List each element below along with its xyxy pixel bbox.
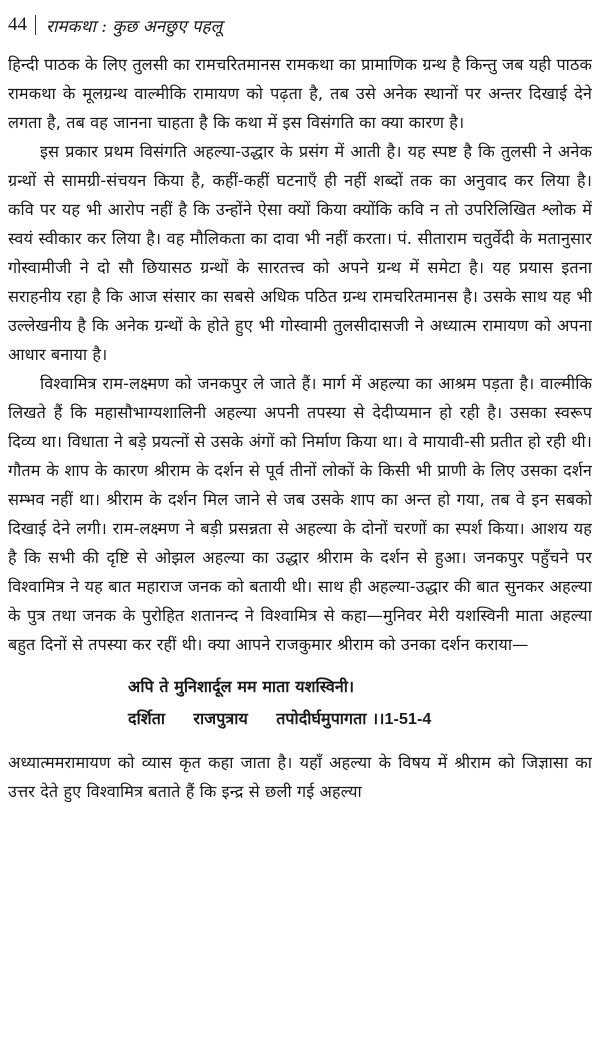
paragraph-vishwamitra: विश्वामित्र राम-लक्ष्मण को जनकपुर ले जाते हैं। मार्ग में अहल्या का आश्रम पड़ता है। वाल्मीकि लिखते हैं कि महासौभाग्यशालिनी अहल्या अपनी तपस्या से देदीप्यमान हो रही है। उसका स्वरूप दिव्य था। विधाता ने बड़े प्रयत्नों से उसके अंगों को निर्माण किया था। वे मायावी-सी प्रतीत हो रही थी। गौतम के शाप के कारण श्रीराम के दर्शन से पूर्व तीनों लोकों के किसी भी प्राणी के लिए उसका दर्शन सम्भव नहीं था। श्रीराम के दर्शन मिल जाने से जब उसके शाप का अन्त हो गया, तब वे इन सबको दिखाई देने लगी। राम-लक्ष्मण ने बड़ी प्रसन्नता से अहल्या के दोनों चरणों का स्पर्श किया। आशय यह है कि सभी की दृष्टि से ओझल अहल्या का उद्धार श्रीराम के दर्शन से हुआ। जनकपुर पहुँचने पर विश्वामित्र ने यह बात महाराज जनक को बतायी थी। साथ ही अहल्या-उद्धार की बात सुनकर अहल्या के पुत्र तथा जनक के पुरोहित शतानन्द ने विश्वामित्र से कहा—मुनिवर मेरी यशस्विनी माता अहल्या बहुत दिनों से तपस्या कर रहीं थी। क्या आपने राजकुमार श्रीराम को उनका दर्शन कराया—	[8, 374, 592, 654]
verse-line-1: अपि ते मुनिशार्दूल मम माता यशस्विनी।	[128, 677, 355, 696]
header-divider	[35, 15, 36, 35]
paragraph-intro: हिन्दी पाठक के लिए तुलसी का रामचरितमानस रामकथा का प्रामाणिक ग्रन्थ है किन्तु जब यही पाठक रामकथा के मूलग्रन्थ वाल्मीकि रामायण को पढ़ता है, तब उसे अनेक स्थानों पर अन्तर दिखाई देने लगता है, तब वह जानना चाहता है कि कथा में इस विसंगति का क्या कारण है।	[8, 55, 592, 132]
sanskrit-verse	[8, 671, 592, 736]
verse-line-2	[128, 703, 592, 736]
page-number: 44	[8, 14, 27, 35]
page-body	[8, 50, 592, 806]
paragraph-ahalya-inconsistency: इस प्रकार प्रथम विसंगति अहल्या-उद्धार के प्रसंग में आती है। यह स्पष्ट है कि तुलसी ने अनेक ग्रन्थों से सामग्री-संचयन किया है, कहीं-कहीं घटनाएँ ही नहीं शब्दों तक का अनुवाद कर लिया है। कवि पर यह भी आरोप नहीं है कि उन्होंने ऐसा क्यों किया क्योंकि कवि न तो उपरिलिखित श्लोक में स्वयं स्वीकार कर लिया है। वह मौलिकता का दावा भी नहीं करता। पं. सीताराम चतुर्वेदी के मतानुसार गोस्वामीजी ने दो सौ छियासठ ग्रन्थों के सारतत्त्व को अपने ग्रन्थ में समेटा है। यह प्रयास इतना सराहनीय रहा है कि आज संसार का सबसे अधिक पठित ग्रन्थ रामचरितमानस है। उसके साथ यह भी उल्लेखनीय है कि अनेक ग्रन्थों के होते हुए भी गोस्वामी तुलसीदासजी ने अध्यात्म रामायण को अपना आधार बनाया है।	[8, 142, 592, 364]
verse-line-2-text: दर्शिता राजपुत्राय तपोदीर्घमुपागता ।	[128, 709, 379, 728]
verse-reference: ।1-51-4	[378, 711, 432, 728]
running-header	[8, 6, 592, 44]
book-title: रामकथा : कुछ अनछुए पहलू	[46, 16, 223, 37]
paragraph-adhyatma-ramayana: अध्यात्ममरामायण को व्यास कृत कहा जाता है। यहाँ अहल्या के विषय में श्रीराम को जिज्ञासा का उत्तर देते हुए विश्वामित्र बताते हैं कि इन्द्र से छली गई अहल्या	[8, 753, 592, 801]
book-page	[8, 6, 592, 1051]
